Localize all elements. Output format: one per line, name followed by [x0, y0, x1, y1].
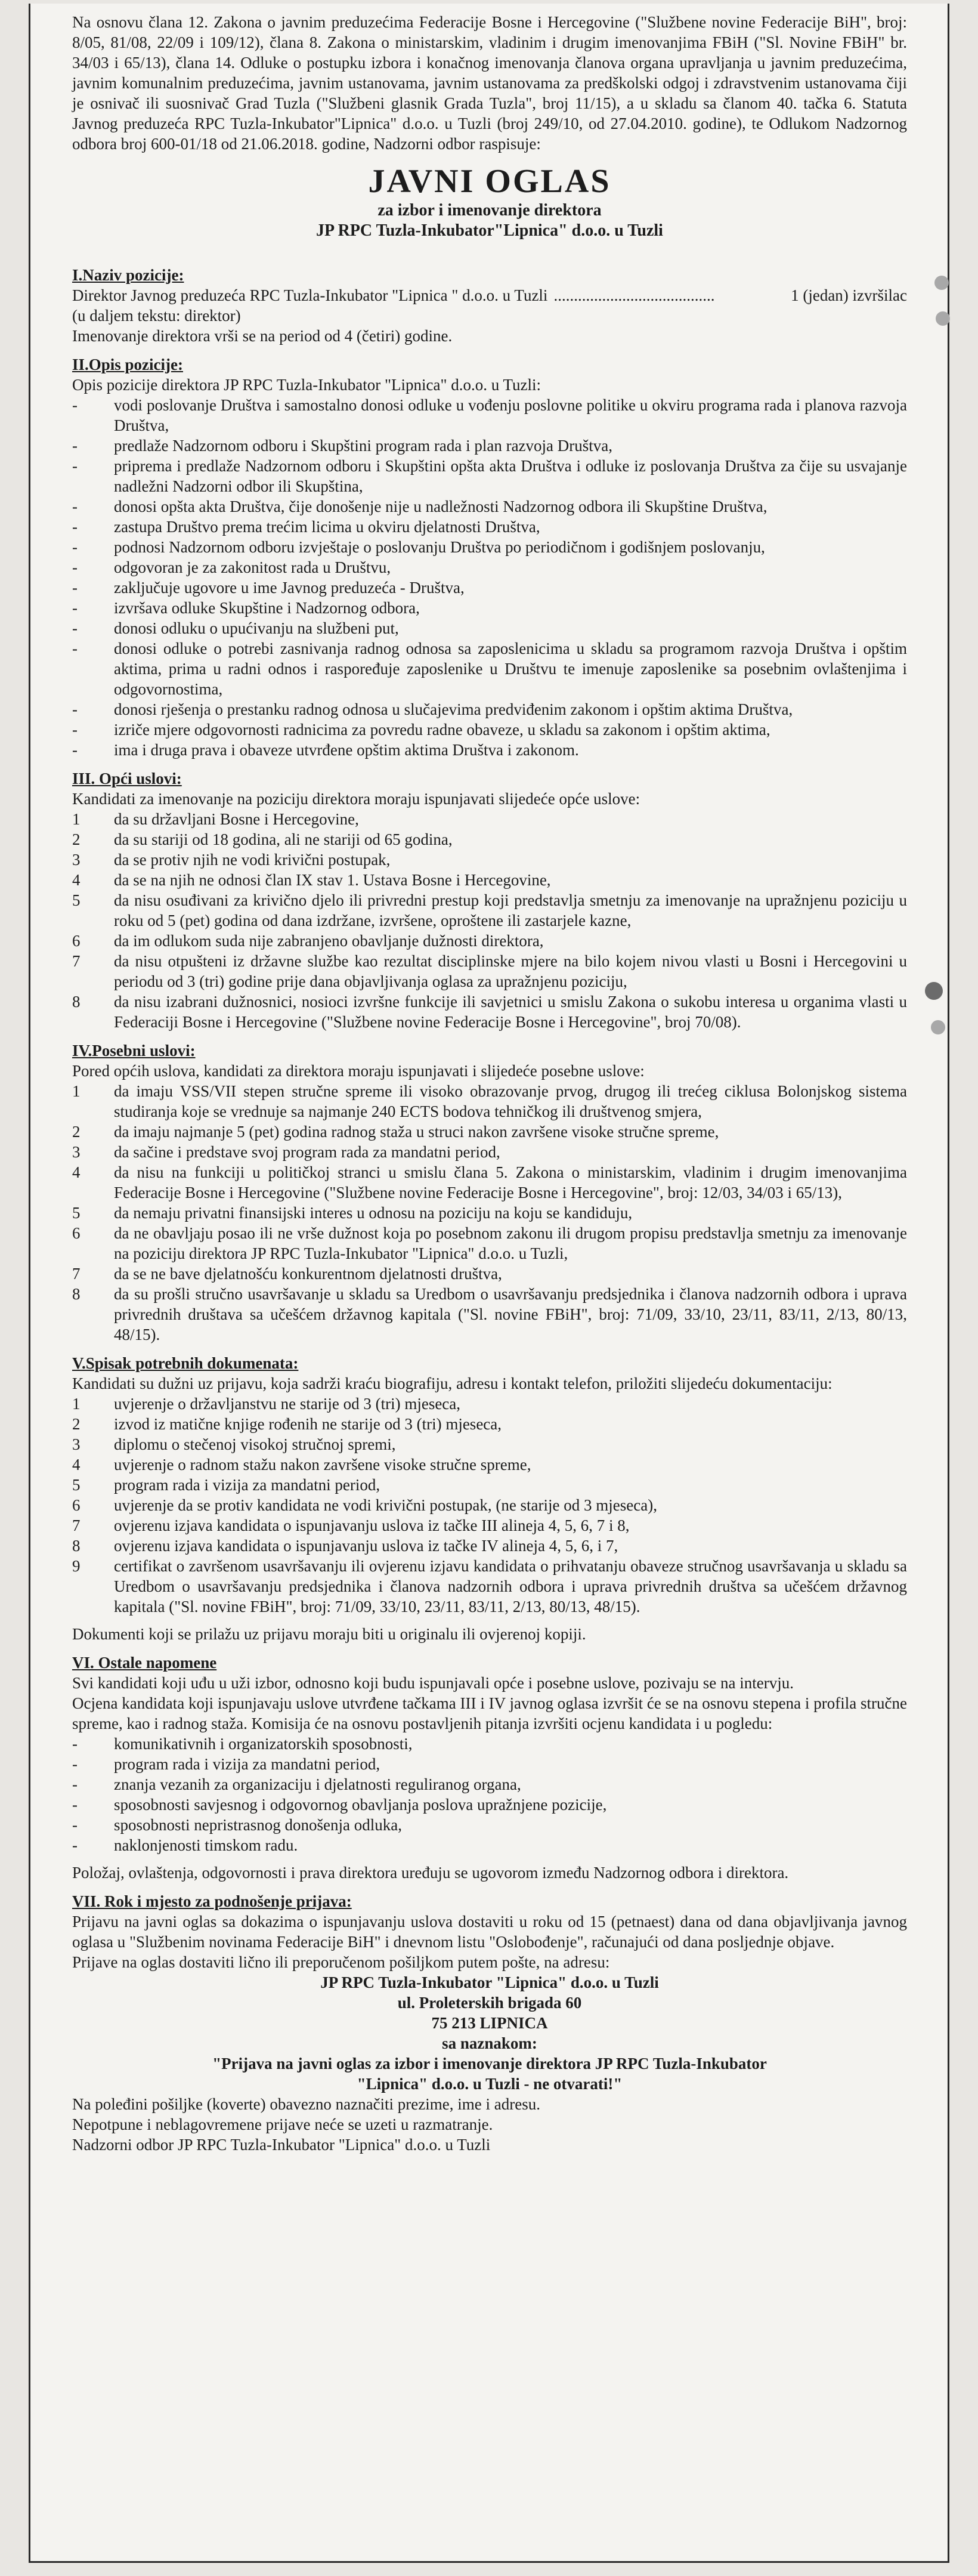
list-item: 5 da nisu osuđivani za krivično djelo ili privredni prestup koji predstavlja smetnju za imenovanje na upražnjenu poziciju u roku od 5 (pet) godina od dana izdržane, izvršene, oproštene ili zastarjele kazne, — [72, 891, 907, 929]
delivery-note: Prijave na oglas dostaviti lično ili preporučenom pošiljkom putem pošte, na adresu: — [72, 1953, 610, 1971]
newspaper-clipping — [29, 4, 949, 2563]
list-item: 3 da se protiv njih ne vodi krivični postupak, — [72, 851, 391, 869]
interview-note: Svi kandidati koji uđu u uži izbor, odnosno koji budu ispunjavali opće i posebne uslove, pozivaju se na intervju. — [72, 1674, 794, 1692]
position-dots: ........................................ — [553, 286, 715, 304]
list-item: 4 uvjerenje o radnom stažu nakon završene visoke stručne spreme, — [72, 1456, 531, 1474]
section-heading-documents: V.Spisak potrebnih dokumenata: — [72, 1354, 299, 1372]
list-item: 9 certifikat o završenom usavršavanju ili ovjerenu izjavu kandidata o prihvatanju obaveze stručnog usavršavanja u skladu sa Uredbom o usavršavanju predsjednika i članova nadzornih odbora i uprava privrednih društva sa učešćem državnog kapitala ("Sl. novine FBiH", broj: 71/09, 33/10, 23/11, 83/11, 2/13, 80/13, 48/15). — [72, 1557, 907, 1616]
general-conditions-lead: Kandidati za imenovanje na poziciju direktora moraju ispunjavati slijedeće opće uslove: — [72, 790, 640, 808]
list-item: - donosi odluku o upućivanju na službeni put, — [72, 618, 907, 638]
list-item: - zaključuje ugovore u ime Javnog preduzeća - Društva, — [72, 577, 907, 598]
scan-mark-dot — [925, 982, 943, 1000]
list-item: - zastupa Društvo prema trećim licima u okviru djelatnosti Društva, — [72, 517, 907, 537]
special-conditions-lead: Pored općih uslova, kandidati za direktora moraju ispunjavati i slijedeće posebne uslove: — [72, 1062, 645, 1080]
list-item: 4 da nisu na funkciji u političkoj stranci u smislu člana 5. Zakona o ministarskim, vladinim i drugim imenovanjima Federacije Bosne i Hercegovine ("Službene novine Federacije Bosne i Hercegovine", broj: 12/03, 34/03 i 65/13), — [72, 1163, 907, 1201]
list-item: 5 da nemaju privatni finansijski interes u odnosu na poziciju na koju se kandiduju, — [72, 1204, 633, 1222]
envelope-note: Na poleđini pošiljke (koverte) obavezno naznačiti prezime, ime i adresu. — [72, 2095, 540, 2113]
list-item: 1 da imaju VSS/VII stepen stručne spreme ili visoko obrazovanje prvog, drugog ili trećeg ciklusa Bolonjskog sistema studiranja koje se vrednuje sa najmanje 240 ECTS bodova tehničkog ili društvenog smjera, — [72, 1082, 907, 1120]
legal-preamble: Na osnovu člana 12. Zakona o javnim preduzećima Federacije Bosne i Hercegovine ("Službene novine Federacije BiH", broj: 8/05, 81/08, 22/09 i 109/12), člana 8. Zakona o ministarskim, vladinim i drugim imenovanjima FBiH ("Sl. Novine FBiH" br. 34/03 i 65/13), člana 14. Odluke o postupku izbora i konačnog imenovanja članova organa upravljanja u javnim preduzećima, javnim komunalnim preduzećima, javnim ustanovama, javnim ustanovama za predškolski odgoj i zdravstvenim ustanovama čiji je osnivač ili suosnivač Grad Tuzla ("Službeni glasnik Grada Tuzla", broj 11/15), a u skladu sa članom 40. tačka 6. Statuta Javnog preduzeća RPC Tuzla-Inkubator"Lipnica" d.o.o. u Tuzli (broj 249/10, od 27.04.2010. godine), te Odlukom Nadzornog odbora broj 600-01/18 od 21.06.2018. godine, Nadzorni odbor raspisuje: — [72, 13, 907, 153]
list-item: - priprema i predlaže Nadzornom odboru i Skupštini opšta akta Društva i odluke iz poslovanja Društva za čije su usvajanje nadležni Nadzorni odbor ili Skupština, — [72, 456, 907, 496]
list-item: - vodi poslovanje Društva i samostalno donosi odluke u vođenju poslovne politike u okviru programa rada i planova razvoja Društva, — [72, 395, 907, 435]
list-item: 8 ovjerenu izjava kandidata o ispunjavanju uslova iz tačke IV alineja 4, 5, 6, i 7, — [72, 1537, 618, 1555]
list-item: 7 da se ne bave djelatnošću konkurentnom djelatnosti društva, — [72, 1265, 502, 1283]
list-item: 8 da su prošli stručno usavršavanje u skladu sa Uredbom o usavršavanju predsjednika i članova nadzornih odbora i uprava privrednih društava sa učešćem državnog kapitala ("Sl. novine FBiH", broj: 71/09, 33/10, 23/11, 83/11, 2/13, 80/13, 48/15). — [72, 1285, 907, 1343]
list-item: 5 program rada i vizija za mandatni period, — [72, 1476, 380, 1494]
section-heading-other-notes: VI. Ostale napomene — [72, 1654, 217, 1672]
list-item: - predlaže Nadzornom odboru i Skupštini program rada i plan razvoja Društva, — [72, 435, 907, 456]
list-item: - donosi opšta akta Društva, čije donošenje nije u nadležnosti Nadzornog odbora ili Skupštine Društva, — [72, 496, 907, 517]
address-company: JP RPC Tuzla-Inkubator "Lipnica" d.o.o. u Tuzli — [320, 1973, 659, 1991]
section-heading-position-description: II.Opis pozicije: — [72, 356, 183, 373]
list-item: 8 da nisu izabrani dužnosnici, nosioci izvršne funkcije ili savjetnici u smislu Zakona o sukobu interesa u organima vlasti u Federaciji Bosne i Hercegovine ("Službene novine Federacije Bosne i Hercegovine", broj 70/08). — [72, 993, 907, 1031]
list-item: - odgovoran je za zakonitost rada u Društvu, — [72, 557, 907, 577]
section-heading-general-conditions: III. Opći uslovi: — [72, 770, 182, 787]
list-item: - sposobnosti savjesnog i odgovornog obavljanja poslova upražnjene pozicije, — [72, 1794, 907, 1815]
list-item: 4 da se na njih ne odnosi član IX stav 1. Ustava Bosne i Hercegovine, — [72, 871, 551, 889]
list-item: - izvršava odluke Skupštine i Nadzornog odbora, — [72, 598, 907, 618]
list-item: - podnosi Nadzornom odboru izvještaje o poslovanju Društva po periodičnom i godišnjem poslovanju, — [72, 537, 907, 557]
list-item: 3 diplomu o stečenoj visokoj stručnoj spremi, — [72, 1435, 396, 1453]
position-count: 1 (jedan) izvršilac — [791, 286, 907, 304]
contract-note: Položaj, ovlaštenja, odgovornosti i prava direktora uređuju se ugovorom između Nadzornog odbora i direktora. — [72, 1864, 789, 1882]
description-list — [72, 395, 907, 760]
documents-lead: Kandidati su dužni uz prijavu, koja sadrži kraću biografiju, adresu i kontakt telefon, priložiti slijedeću dokumentaciju: — [72, 1375, 832, 1392]
documents-note: Dokumenti koji se prilažu uz prijavu moraju biti u originalu ili ovjerenoj kopiji. — [72, 1625, 586, 1643]
list-item: 2 da imaju najmanje 5 (pet) godina radnog staža u struci nakon završene visoke stručne spreme, — [72, 1123, 719, 1141]
list-item: 2 izvod iz matične knjige rođenih ne starije od 3 (tri) mjeseca, — [72, 1415, 502, 1433]
address-city: 75 213 LIPNICA — [431, 2014, 548, 2032]
list-item: - komunikativnih i organizatorskih sposobnosti, — [72, 1734, 907, 1754]
list-item: 6 da im odlukom suda nije zabranjeno obavljanje dužnosti direktora, — [72, 932, 544, 950]
list-item: 2 da su stariji od 18 godina, ali ne stariji od 65 godina, — [72, 830, 453, 848]
list-item: - program rada i vizija za mandatni period, — [72, 1754, 907, 1774]
scan-mark-dot — [931, 1020, 945, 1034]
address-marking-label: sa naznakom: — [442, 2034, 537, 2052]
list-item: - znanja vezanih za organizaciju i djelatnosti reguliranog organa, — [72, 1774, 907, 1794]
signature-line: Nadzorni odbor JP RPC Tuzla-Inkubator "Lipnica" d.o.o. u Tuzli — [72, 2136, 491, 2154]
position-note: (u daljem tekstu: direktor) — [72, 307, 241, 325]
list-item: - naklonjenosti timskom radu. — [72, 1835, 907, 1855]
deadline-note: Prijavu na javni oglas sa dokazima o ispunjavanju uslova dostaviti u roku od 15 (petnaest) dana od dana objavljivanja javnog oglasa u "Službenim novinama Federacije BiH" i dnevnom listu "Oslobođenje", računajući od dana posljednje objave. — [72, 1913, 907, 1951]
address-marking-line2: "Lipnica" d.o.o. u Tuzli - ne otvarati!" — [357, 2075, 623, 2093]
list-item: - donosi odluke o potrebi zasnivanja radnog odnosa sa zaposlenicima u skladu sa programom razvoja Društva i opštim aktima, prima u radni odnos i raspoređuje zaposlenike u Društvu te imenuje zaposlenike sa posebnim ovlaštenjima i odgovornostima, — [72, 638, 907, 699]
special-conditions-list — [72, 1081, 907, 1345]
evaluation-list — [72, 1734, 907, 1855]
general-conditions-list — [72, 809, 907, 1032]
scan-mark-dot — [936, 311, 950, 326]
evaluation-note: Ocjena kandidata koji ispunjavaju uslove utvrđene tačkama III i IV javnog oglasa izvršit će se na osnovu stepena i profila stručne spreme, kao i radnog staža. Komisija će na osnovu postavljenih pitanja izvršiti ocjenu kandidata i u pogledu: — [72, 1694, 907, 1732]
list-item: 3 da sačine i predstave svoj program rada za mandatni period, — [72, 1143, 500, 1161]
description-lead: Opis pozicije direktora JP RPC Tuzla-Inkubator "Lipnica" d.o.o. u Tuzli: — [72, 376, 541, 394]
section-heading-special-conditions: IV.Posebni uslovi: — [72, 1042, 196, 1060]
position-line — [72, 285, 907, 305]
list-item: - donosi rješenja o prestanku radnog odnosa u slučajevima predviđenim zakonom i opštim aktima Društva, — [72, 699, 907, 719]
address-marking-line1: "Prijava na javni oglas za izbor i imenovanje direktora JP RPC Tuzla-Inkubator — [212, 2055, 767, 2072]
announcement-subtitle: za izbor i imenovanje direktora — [377, 201, 602, 220]
address-street: ul. Proleterskih brigada 60 — [397, 1994, 582, 2012]
list-item: 6 uvjerenje da se protiv kandidata ne vodi krivični postupak, (ne starije od 3 mjeseca), — [72, 1496, 657, 1514]
list-item: 1 da su državljani Bosne i Hercegovine, — [72, 810, 359, 828]
list-item: - sposobnosti nepristrasnog donošenja odluka, — [72, 1815, 907, 1835]
list-item: 6 da ne obavljaju posao ili ne vrše dužnost koja po posebnom zakonu ili drugom propisu predstavlja smetnju za imenovanje na poziciju direktora JP RPC Tuzla-Inkubator "Lipnica" d.o.o. u Tuzli, — [72, 1224, 907, 1262]
announcement-company: JP RPC Tuzla-Inkubator"Lipnica" d.o.o. u Tuzli — [316, 221, 663, 240]
section-heading-position-name: I.Naziv pozicije: — [72, 266, 184, 284]
list-item: 7 ovjerenu izjava kandidata o ispunjavanju uslova iz tačke III alineja 4, 5, 6, 7 i 8, — [72, 1516, 630, 1534]
list-item: - izriče mjere odgovornosti radnicima za povredu radne obaveze, u skladu sa zakonom i opštim aktima, — [72, 719, 907, 740]
position-term: Imenovanje direktora vrši se na period od 4 (četiri) godine. — [72, 327, 453, 345]
announcement-body — [72, 12, 907, 2155]
documents-list — [72, 1394, 907, 1617]
list-item: 7 da nisu otpušteni iz državne službe kao rezultat disciplinske mjere na bilo kojem nivou vlasti u Bosni i Hercegovini u periodu od 3 (tri) godine prije dana objavljivanja oglasa za upražnjenu poziciju, — [72, 952, 907, 990]
list-item: - ima i druga prava i obaveze utvrđene opštim aktima Društva i zakonom. — [72, 740, 907, 760]
announcement-title: JAVNI OGLAS — [368, 163, 611, 200]
section-heading-deadline: VII. Rok i mjesto za podnošenje prijava: — [72, 1892, 352, 1910]
list-item: 1 uvjerenje o državljanstvu ne starije od 3 (tri) mjeseca, — [72, 1395, 461, 1413]
incomplete-note: Nepotpune i neblagovremene prijave neće se uzeti u razmatranje. — [72, 2115, 493, 2133]
scan-mark-dot — [934, 276, 949, 290]
position-title: Direktor Javnog preduzeća RPC Tuzla-Inkubator "Lipnica " d.o.o. u Tuzli — [72, 286, 548, 304]
